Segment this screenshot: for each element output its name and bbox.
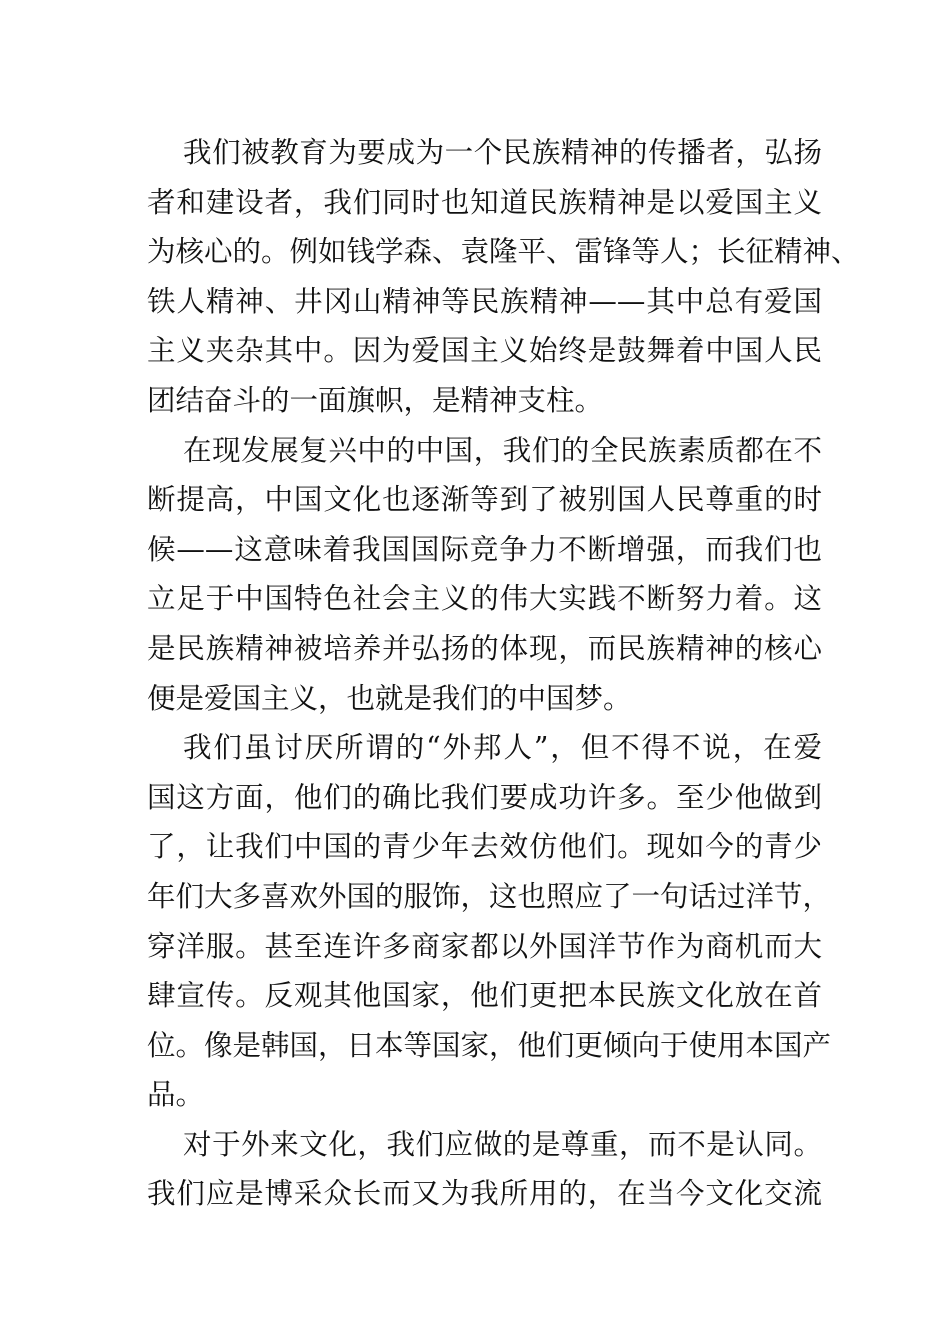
text-line: 是民族精神被培养并弘扬的体现，而民族精神的核心 <box>147 631 822 665</box>
paragraph-1 <box>147 128 860 426</box>
paragraph-3 <box>147 723 832 1120</box>
text-line: 年们大多喜欢外国的服饰，这也照应了一句话过洋节， <box>147 879 832 913</box>
text-line: 者和建设者，我们同时也知道民族精神是以爱国主义 <box>147 185 822 219</box>
text-line: 我们虽讨厌所谓的“外邦人”，但不得不说，在爱 <box>183 731 822 765</box>
text-line: 立足于中国特色社会主义的伟大实践不断努力着。这 <box>147 582 822 616</box>
text-line: 团结奋斗的一面旗帜，是精神支柱。 <box>147 383 604 417</box>
body-text <box>147 128 860 1219</box>
text-line: 品。 <box>147 1078 205 1112</box>
text-line: 国这方面，他们的确比我们要成功许多。至少他做到 <box>147 780 822 814</box>
text-line: 便是爱国主义，也就是我们的中国梦。 <box>147 681 632 715</box>
text-line: 候——这意味着我国国际竞争力不断增强，而我们也 <box>147 532 822 566</box>
text-line: 在现发展复兴中的中国，我们的全民族素质都在不 <box>183 433 822 467</box>
paragraph-4 <box>147 1120 822 1219</box>
text-line: 主义夹杂其中。因为爱国主义始终是鼓舞着中国人民 <box>147 334 822 368</box>
paragraph-2 <box>147 426 822 724</box>
text-line: 了，让我们中国的青少年去效仿他们。现如今的青少 <box>147 830 822 864</box>
text-line: 穿洋服。甚至连许多商家都以外国洋节作为商机而大 <box>147 929 822 963</box>
text-line: 肆宣传。反观其他国家，他们更把本民族文化放在首 <box>147 979 822 1013</box>
text-line: 断提高，中国文化也逐渐等到了被别国人民尊重的时 <box>147 483 822 517</box>
text-line: 我们应是博采众长而又为我所用的，在当今文化交流 <box>147 1177 822 1211</box>
text-line: 为核心的。例如钱学森、袁隆平、雷锋等人；长征精神、 <box>147 235 860 269</box>
text-line: 铁人精神、井冈山精神等民族精神——其中总有爱国 <box>147 284 822 318</box>
text-line: 对于外来文化，我们应做的是尊重，而不是认同。 <box>183 1127 822 1161</box>
text-line: 我们被教育为要成为一个民族精神的传播者，弘扬 <box>183 136 822 169</box>
text-line: 位。像是韩国，日本等国家，他们更倾向于使用本国产 <box>147 1028 832 1062</box>
